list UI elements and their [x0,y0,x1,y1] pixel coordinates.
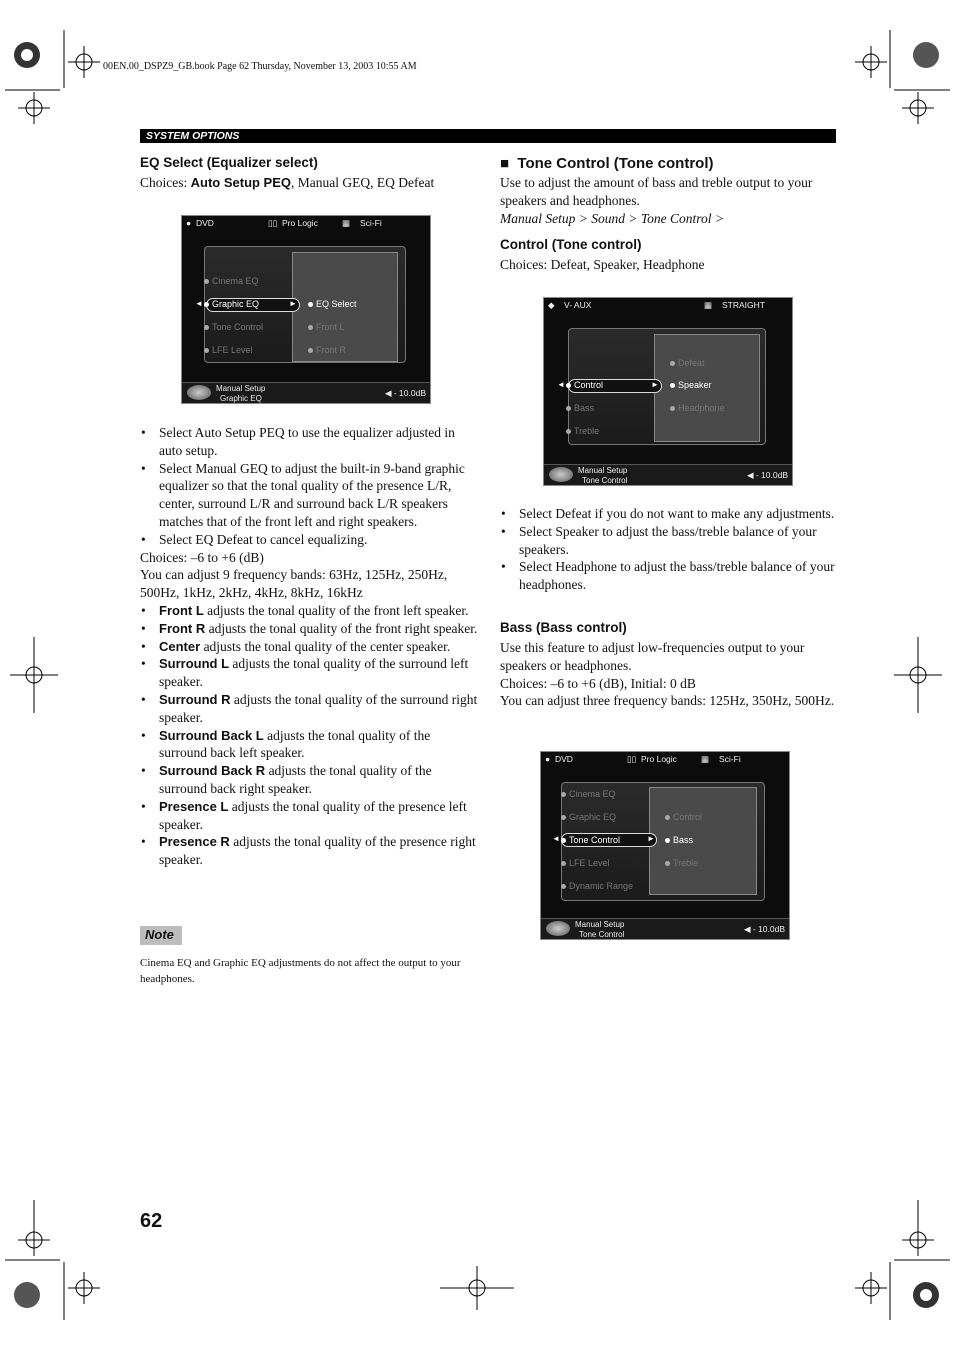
osd-subitem: Headphone [670,403,725,413]
osd-volume: - 10.0dB [393,388,426,398]
tone-control-description: Use to adjust the amount of bass and treble output to your speakers and headphones. [500,175,813,208]
osd-item-selected: Tone Control [561,835,620,845]
osd-mode: Pro Logic [282,218,318,228]
osd-item: Tone Control [204,322,263,332]
osd-screen-tone-control [543,297,793,486]
osd-volume: - 10.0dB [755,470,788,480]
frequency-bands: You can adjust 9 frequency bands: 63Hz, 125Hz, 250Hz, 500Hz, 1kHz, 2kHz, 4kHz, 8kHz, 16kHz [140,567,448,601]
osd-item: Graphic EQ [561,812,616,822]
osd-mode: Pro Logic [641,754,677,764]
osd-status-bar [541,752,789,766]
choices-rest: , Manual GEQ, EQ Defeat [291,175,435,190]
page-number: 62 [140,1210,163,1232]
disc-icon: ● [186,218,192,228]
osd-subitem: Treble [665,858,698,868]
speaker-icon: ◀ [746,470,754,480]
osd-subitem: Front L [308,322,345,332]
setup-icon [546,921,570,936]
control-bullets [500,505,836,594]
gain-choices: Choices: –6 to +6 (dB) [140,549,264,565]
list-item: • Surround Back R adjusts the tonal quality of the surround back right speaker. [140,762,480,798]
bass-heading: Bass (Bass control) [500,620,627,635]
osd-footer-line1: Manual Setup [575,920,625,929]
osd-item-selected: Control [566,380,603,390]
speaker-icon: ◀ [743,924,751,934]
osd-item: LFE Level [561,858,610,868]
right-arrow-icon: ► [289,299,297,308]
section-title: SYSTEM OPTIONS [146,130,240,142]
osd-subitem: Front R [308,345,346,355]
left-arrow-icon: ◄ [557,380,565,389]
osd-item: Dynamic Range [561,881,633,891]
osd-subitem-selected: EQ Select [308,299,357,309]
osd-subitem: Control [665,812,702,822]
list-item: • Front L adjusts the tonal quality of the front left speaker. [140,602,480,620]
osd-footer [182,382,430,403]
osd-item: Treble [566,426,599,436]
osd-screen-bass [540,751,790,940]
osd-item-selected: Graphic EQ [204,299,259,309]
osd-footer-line2: Tone Control [579,930,625,939]
osd-subitem-selected: Speaker [670,380,712,390]
osd-item: LFE Level [204,345,253,355]
osd-footer-line1: Manual Setup [578,466,628,475]
list-item: • Select Headphone to adjust the bass/treble balance of your headphones. [500,558,836,594]
osd-program: STRAIGHT [722,300,765,310]
list-item: • Center adjusts the tonal quality of the center speaker. [140,638,480,656]
choices-default: Auto Setup PEQ [190,175,292,190]
heading-square-icon: ■ [500,155,510,172]
heading-text: Tone Control (Tone control) [517,155,714,172]
dolby-icon: ▯▯ [627,754,637,764]
osd-source: V- AUX [564,300,592,310]
osd-screen-graphic-eq [181,215,431,404]
list-item: • Surround Back L adjusts the tonal quality of the surround back left speaker. [140,727,480,763]
list-item: • Front R adjusts the tonal quality of the front right speaker. [140,620,480,638]
note-label: Note [145,927,174,942]
list-item: • Select Manual GEQ to adjust the built-in 9-band graphic equalizer so that the tonal quality of the presence L/R, center, surround L/R and surround back L/R speakers matches that of the front left and right speakers. [140,460,480,531]
osd-footer [541,918,789,939]
osd-subitem-selected: Bass [665,835,693,845]
list-item: • Select Auto Setup PEQ to use the equalizer adjusted in auto setup. [140,424,480,460]
aux-icon: ◆ [548,300,555,310]
list-item: • Presence R adjusts the tonal quality of the presence right speaker. [140,833,480,869]
osd-source: DVD [555,754,573,764]
control-choices: Choices: Defeat, Speaker, Headphone [500,257,705,272]
list-item: • Surround R adjusts the tonal quality of the surround right speaker. [140,691,480,727]
osd-item: Bass [566,403,594,413]
osd-program: Sci-Fi [360,218,382,228]
list-item: • Select Defeat if you do not want to make any adjustments. [500,505,836,523]
right-arrow-icon: ► [647,834,655,843]
osd-footer-line2: Tone Control [582,476,628,485]
choices-prefix: Choices: [140,175,191,190]
bass-choices: Choices: –6 to +6 (dB), Initial: 0 dB [500,675,696,691]
osd-volume: - 10.0dB [752,924,785,934]
bass-desc-text: Use this feature to adjust low-frequencies output to your speakers or headphones. [500,640,805,673]
osd-footer [544,464,792,485]
clapper-icon: ▦ [701,754,710,764]
eq-select-choices [140,174,434,192]
right-arrow-icon: ► [651,380,659,389]
section-bar [140,129,836,143]
osd-footer-line2: Graphic EQ [220,394,262,403]
osd-status-bar [182,216,430,230]
eq-select-heading: EQ Select (Equalizer select) [140,155,318,170]
left-arrow-icon: ◄ [552,834,560,843]
osd-subitem: Defeat [670,358,705,368]
list-item: • Surround L adjusts the tonal quality of the surround left speaker. [140,655,480,691]
left-arrow-icon: ◄ [195,299,203,308]
osd-footer-line1: Manual Setup [216,384,266,393]
note-text: Cinema EQ and Graphic EQ adjustments do not affect the output to your headphones. [140,957,461,985]
note-label-box [140,926,182,945]
tone-control-heading [500,155,713,172]
clapper-icon: ▦ [342,218,351,228]
speaker-icon: ◀ [384,388,392,398]
dsp-icon: ▦ [704,300,713,310]
osd-item: Cinema EQ [204,276,259,286]
setup-icon [549,467,573,482]
dolby-icon: ▯▯ [268,218,278,228]
osd-item: Cinema EQ [561,789,616,799]
bass-bands: You can adjust three frequency bands: 125Hz, 350Hz, 500Hz. [500,693,835,709]
control-heading: Control (Tone control) [500,237,642,252]
disc-icon: ● [545,754,551,764]
menu-path: Manual Setup > Sound > Tone Control > [500,211,724,226]
list-item: • Select EQ Defeat to cancel equalizing. [140,531,480,549]
list-item: • Presence L adjusts the tonal quality of the presence left speaker. [140,798,480,834]
list-item: • Select Speaker to adjust the bass/treble balance of your speakers. [500,523,836,559]
osd-source: DVD [196,218,214,228]
bass-description [500,639,836,710]
setup-icon [187,385,211,400]
eq-select-bullets [140,424,480,869]
book-metadata: 00EN.00_DSPZ9_GB.book Page 62 Thursday, November 13, 2003 10:55 AM [103,61,417,72]
osd-status-bar [544,298,792,312]
osd-program: Sci-Fi [719,754,741,764]
